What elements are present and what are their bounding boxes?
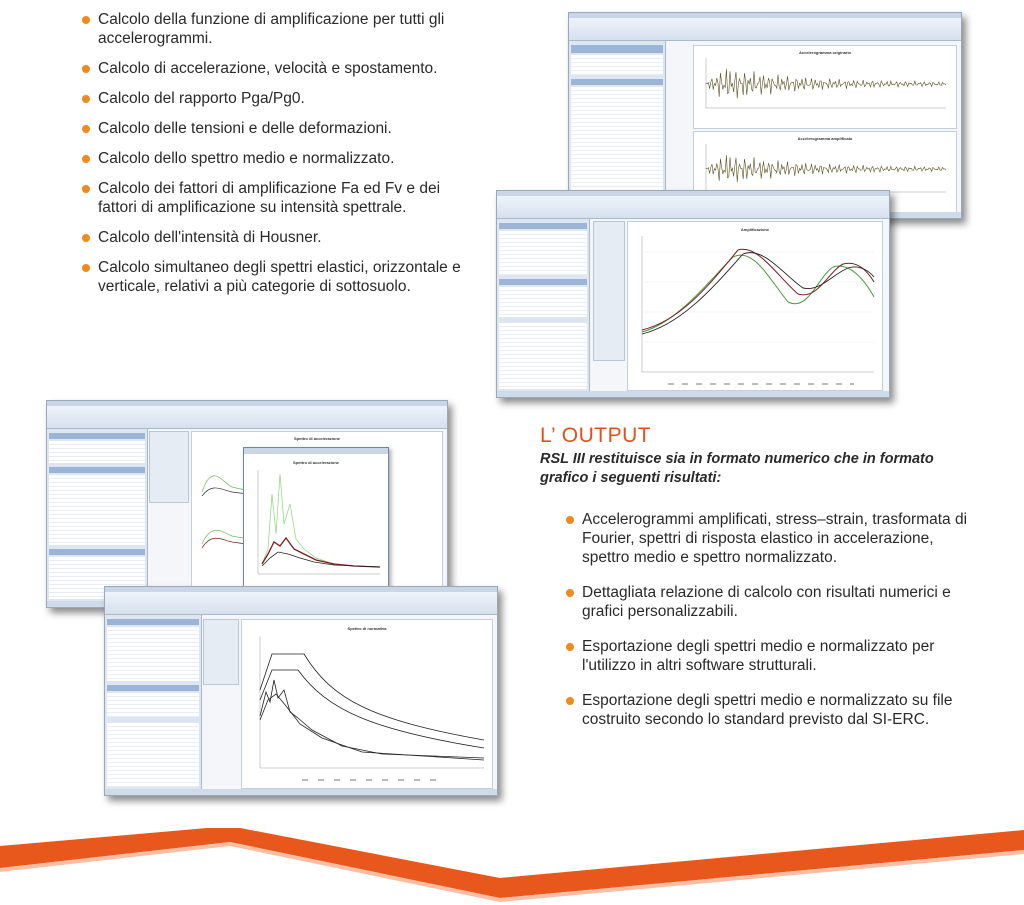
chart-title: Spettro di accelerazione (292, 460, 340, 465)
chart-title: Accelerogramma amplificato (797, 136, 853, 141)
bullet-icon (566, 643, 574, 651)
bullet-icon (566, 697, 574, 705)
list-item: Calcolo simultaneo degli spettri elastici, orizzontale e verticale, relativi a più categorie di sottosuolo. (82, 258, 482, 296)
bullet-icon (82, 125, 90, 133)
bullet-icon (566, 589, 574, 597)
list-item: Esportazione degli spettri medio e normalizzato su file costruito secondo lo standard previsto dal SI-ERC. (566, 691, 976, 729)
screenshot-normalized (104, 586, 498, 796)
bullet-icon (82, 185, 90, 193)
list-item: Calcolo di accelerazione, velocità e spostamento. (82, 59, 482, 78)
bullet-icon (82, 155, 90, 163)
bullet-icon (82, 65, 90, 73)
output-subtitle: RSL III restituisce sia in formato numerico che in formato grafico i seguenti risultati: (540, 451, 934, 486)
popup-window (243, 447, 389, 589)
feature-list (82, 10, 482, 307)
screenshot-amplification (496, 190, 890, 398)
list-item: Accelerogrammi amplificati, stress–strain, trasformata di Fourier, spettri di risposta elastico in accelerazione, spettro medio e spettro normalizzato. (566, 510, 976, 567)
output-title: L’ OUTPUT (540, 424, 652, 447)
bullet-icon (82, 16, 90, 24)
chart-title: Spettro di accelerazione (293, 436, 341, 441)
list-item: Calcolo della funzione di amplificazione per tutti gli accelerogrammi. (82, 10, 482, 48)
bullet-icon (566, 516, 574, 524)
list-item: Calcolo delle tensioni e delle deformazioni. (82, 119, 482, 138)
bullet-icon (82, 234, 90, 242)
screenshot-accelerogram (568, 12, 962, 219)
list-item: Dettagliata relazione di calcolo con risultati numerici e grafici personalizzabili. (566, 583, 976, 621)
chart-title: Spettro di normativa (347, 626, 387, 631)
screenshot-spectrum (46, 400, 448, 608)
chart-title: Accelerogramma originario (798, 50, 852, 55)
bullet-icon (82, 264, 90, 272)
list-item: Calcolo del rapporto Pga/Pg0. (82, 89, 482, 108)
list-item: Calcolo dell'intensità di Housner. (82, 228, 482, 247)
list-item: Esportazione degli spettri medio e normalizzato per l'utilizzo in altri software strutturali. (566, 637, 976, 675)
list-item: Calcolo dello spettro medio e normalizzato. (82, 149, 482, 168)
decorative-wave (0, 828, 1024, 905)
list-item: Calcolo dei fattori di amplificazione Fa ed Fv e dei fattori di amplificazione su intensità spettrale. (82, 179, 482, 217)
output-list (566, 510, 976, 745)
chart-title: Amplificazione (740, 227, 770, 232)
bullet-icon (82, 95, 90, 103)
